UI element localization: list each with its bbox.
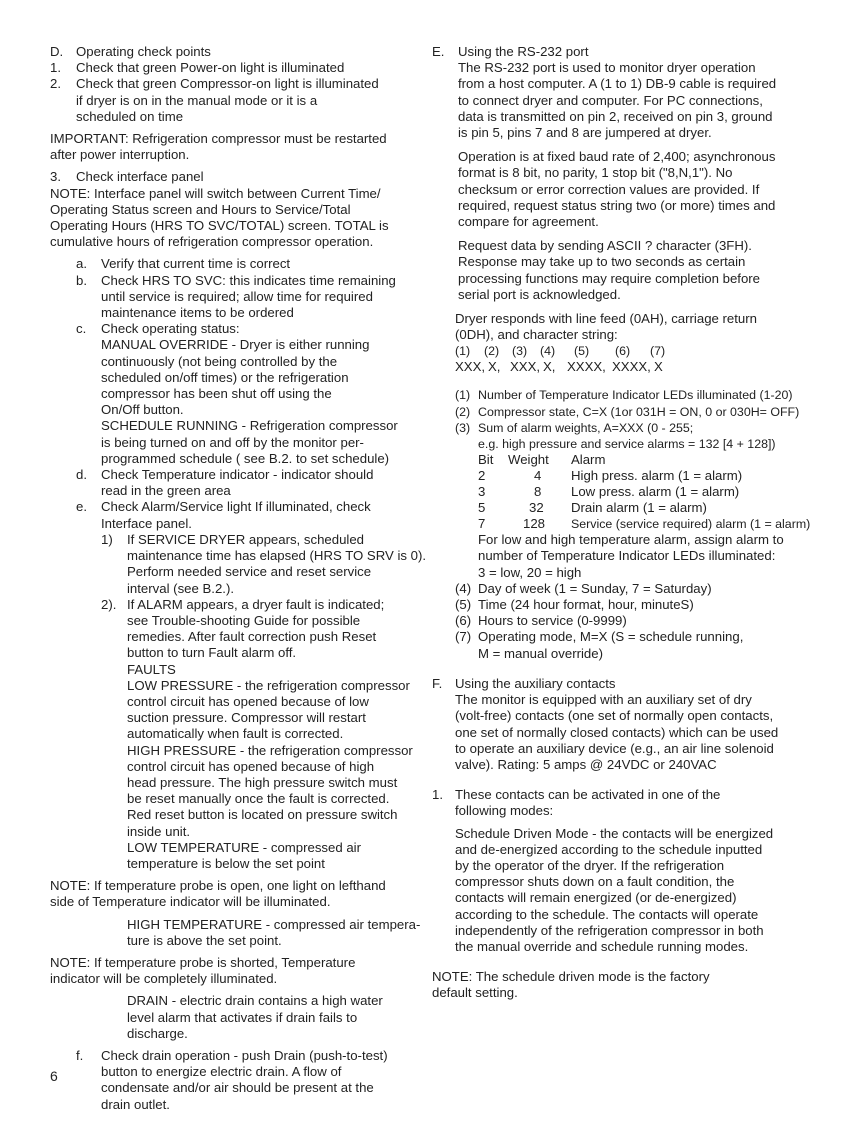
field-item: (6) Hours to service (0-9999) (455, 613, 627, 629)
drain-fault: DRAIN - electric drain contains a high water level alarm that activates if drain fails to discharge. (127, 993, 383, 1041)
rs232-paragraph-4: Dryer responds with line feed (0AH), carriage return (0DH), and character string: (455, 311, 757, 343)
list-item: 1. These contacts can be activated in one of the following modes: (432, 787, 721, 819)
alarm-table-row: 2 4 High press. alarm (1 = alarm) (478, 468, 743, 484)
sub-item-b: b. Check HRS TO SVC: this indicates time remaining until service is required; allow time for required maintenance items to be ordered (76, 272, 396, 321)
alarm-table-header: Bit Weight Alarm (478, 452, 606, 468)
alarm-table-row: 7 128 Service (service required) alarm (1 = alarm) (478, 516, 811, 532)
sub-item-e1: 1) If SERVICE DRYER appears, scheduled maintenance time has elapsed (HRS TO SRV is 0). Perform needed service and reset service interval (see B.2.). (101, 531, 427, 596)
field-item: (5) Time (24 hour format, hour, minuteS) (455, 597, 694, 613)
probe-shorted-note: NOTE: If temperature probe is shorted, Temperature indicator will be completely illuminated. (50, 954, 356, 987)
alarm-table-row: 5 32 Drain alarm (1 = alarm) (478, 500, 707, 516)
schedule-mode-paragraph: Schedule Driven Mode - the contacts will be energized and de-energized according to the schedule inputted by the operator of the dryer. If the refrigeration compressor shuts down on a fault condition, the contacts will remain energized (or de-energized) according to the schedule. The contacts will operate independently of the refrigeration compressor in both the manual override and schedule running modes. (455, 825, 774, 954)
left-column (50, 44, 425, 1113)
field-value-row: XXX, X, XXX, X, XXXX, XXXX, X (455, 359, 663, 375)
list-item: 1. Check that green Power-on light is illuminated (50, 60, 345, 76)
rs232-paragraph-1: The RS-232 port is used to monitor dryer operation from a host computer. A (1 to 1) DB-9 cable is required to connect dryer and computer. For PC connections, data is transmitted on pin 2, received on pin 3, ground is pin 5, pins 7 and 8 are jumpered at dryer. (458, 60, 777, 141)
probe-open-note: NOTE: If temperature probe is open, one light on lefthand side of Temperature indicator will be illuminated. (50, 878, 386, 910)
page-number: 6 (50, 1068, 58, 1084)
field-item: (2) Compressor state, C=X (1or 031H = ON, 0 or 030H= OFF) (455, 404, 800, 419)
field-number-row: (1) (2) (3) (4) (5) (6) (7) (455, 344, 666, 359)
sub-item-e: e. Check Alarm/Service light If illuminated, check Interface panel. (76, 499, 371, 531)
factory-default-note: NOTE: The schedule driven mode is the factory default setting. (432, 969, 710, 1001)
list-item: 3. Check interface panel (50, 169, 204, 185)
section-d-heading: D. Operating check points (50, 44, 211, 59)
sub-item-f: f. Check drain operation - push Drain (push-to-test) button to energize electric drain. A flow of condensate and/or air should be present at the drain outlet. (76, 1047, 388, 1112)
alarm-note: For low and high temperature alarm, assign alarm to number of Temperature Indicator LEDs illuminated: 3 = low, 20 = high (478, 532, 784, 580)
alarm-table (432, 452, 812, 532)
sub-item-a: a. Verify that current time is correct (76, 256, 291, 272)
right-column (432, 44, 812, 1002)
section-f-heading: F. Using the auxiliary contacts (432, 675, 616, 691)
rs232-paragraph-2: Operation is at fixed baud rate of 2,400; asynchronous format is 8 bit, no parity, 1 stop bit ("8,N,1"). No checksum or error correction values are provided. If required, request status string two (or more) times and compare for agreement. (458, 149, 776, 230)
field-item: (3) Sum of alarm weights, A=XXX (0 - 255; e.g. high pressure and service alarms = 132 [4 + 128]) (455, 420, 776, 452)
sub-item-c: c. Check operating status: MANUAL OVERRIDE - Dryer is either running continuously (not being controlled by the scheduled on/off times) or the refrigeration compressor has been shut off using the On/Off button. SCHEDULE RUNNING - Refrigeration compressor is being turned on and off by the monitor per- programmed schedule ( see B.2. to set schedule) (76, 321, 398, 466)
field-item: (4) Day of week (1 = Sunday, 7 = Saturday) (455, 580, 712, 596)
high-temperature-fault: HIGH TEMPERATURE - compressed air tempera- ture is above the set point. (127, 916, 421, 948)
section-e-heading: E. Using the RS-232 port (432, 44, 589, 59)
sub-item-d: d. Check Temperature indicator - indicator should read in the green area (76, 467, 374, 499)
field-item: (1) Number of Temperature Indicator LEDs illuminated (1-20) (455, 388, 793, 403)
sub-item-e2: 2). If ALARM appears, a dryer fault is indicated; see Trouble-shooting Guide for possible remedies. After fault correction push Reset button to turn Fault alarm off. FAULTS LOW PRESSURE - the refrigeration compressor control circuit has opened because of low suction pressure. Compressor will restart automatically when fault is corrected. HIGH PRESSURE - the refrigeration compressor control circuit has opened because of high head pressure. The high pressure switch must be reset manually once the fault is corrected. Red reset button is located on pressure switch inside unit. LOW TEMPERATURE - compressed air temperature is below the set point (101, 596, 413, 871)
list-item: 2. Check that green Compressor-on light is illuminated if dryer is on in the manual mode or it is a scheduled on time (50, 76, 379, 124)
interface-note: NOTE: Interface panel will switch between Current Time/ Operating Status screen and Hours to Service/Total Operating Hours (HRS TO SVC/TOTAL) screen. TOTAL is cumulative hours of refrigeration compressor operation. (50, 185, 389, 250)
alarm-table-row: 3 8 Low press. alarm (1 = alarm) (478, 484, 740, 500)
important-note: IMPORTANT: Refrigeration compressor must be restarted after power interruption. (50, 131, 387, 163)
aux-contacts-paragraph: The monitor is equipped with an auxiliary set of dry (volt-free) contacts (one set of normally open contacts, one set of normally closed contacts) which can be used to operate an auxiliary device (e.g., an air line solenoid valve). Rating: 5 amps @ 24VDC or 240VAC (455, 692, 779, 772)
rs232-paragraph-3: Request data by sending ASCII ? character (3FH). Response may take up to two seconds as certain processing functions may require completion before serial port is acknowledged. (458, 238, 761, 302)
field-item: (7) Operating mode, M=X (S = schedule running, M = manual override) (455, 629, 744, 661)
